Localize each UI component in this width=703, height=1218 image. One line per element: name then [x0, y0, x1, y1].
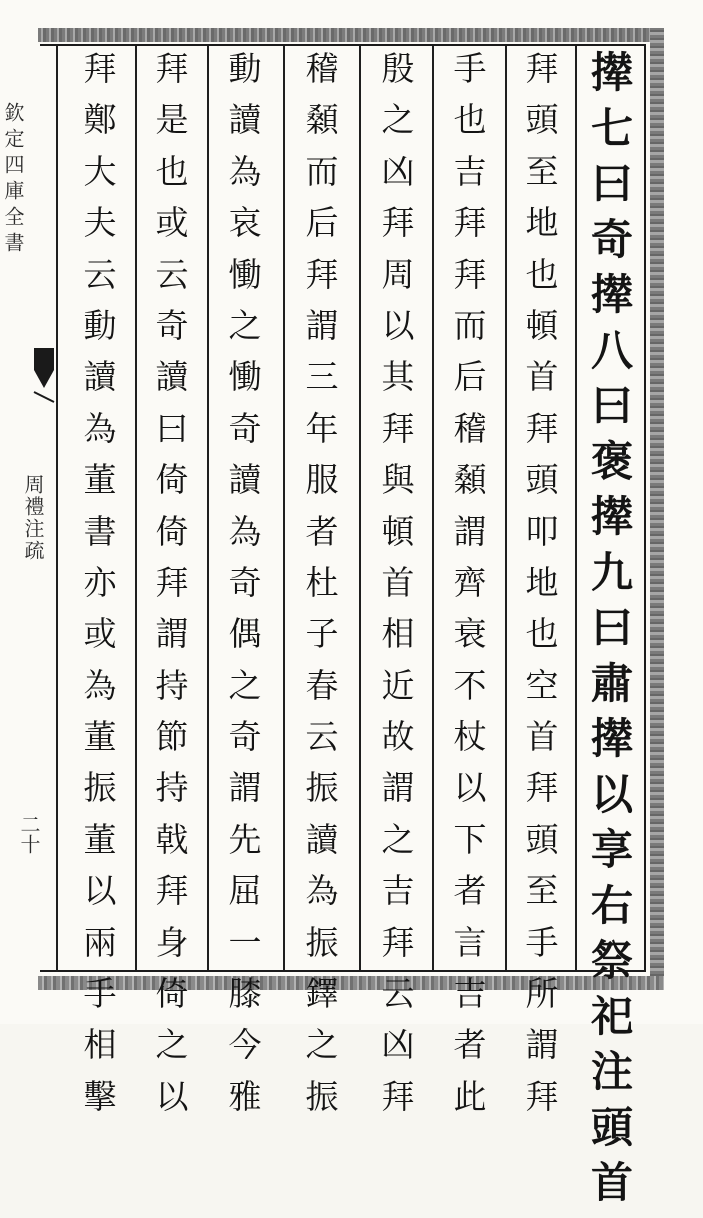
character: 拜	[381, 203, 415, 243]
character: 首	[525, 357, 559, 397]
character: 而	[305, 151, 339, 191]
character: 年	[305, 408, 339, 448]
character: 空	[525, 665, 559, 705]
character: 春	[305, 665, 339, 705]
character: 讀	[228, 460, 262, 500]
character: 奇	[155, 305, 189, 345]
character: 頓	[525, 305, 559, 345]
character: 頭	[525, 100, 559, 140]
scan-border-right	[650, 28, 664, 990]
character: 拜	[155, 49, 189, 88]
character: 顙	[453, 460, 487, 500]
character: 曰	[590, 159, 633, 208]
character: 膝	[228, 974, 262, 1014]
text-column-7	[152, 49, 192, 1131]
character: 頭	[525, 460, 559, 500]
character: 為	[83, 665, 117, 705]
character: 謂	[305, 305, 339, 345]
character: 謂	[155, 614, 189, 654]
character: 凶	[381, 151, 415, 191]
character: 至	[525, 871, 559, 911]
character: 也	[525, 254, 559, 294]
character: 者	[305, 511, 339, 551]
character: 夫	[83, 203, 117, 243]
character: 享	[590, 825, 633, 874]
character: 首	[381, 562, 415, 602]
character: 八	[590, 325, 633, 375]
character: 凶	[381, 1025, 415, 1065]
character: 云	[305, 717, 339, 757]
character: 讀	[228, 100, 262, 140]
character: 拜	[525, 408, 559, 448]
character: 之	[381, 100, 415, 140]
character: 手	[83, 974, 117, 1014]
text-column-2	[522, 49, 562, 1131]
column-rule	[432, 46, 434, 970]
character: 之	[381, 819, 415, 859]
character: 其	[381, 357, 415, 397]
character: 戟	[155, 819, 189, 859]
column-rule	[135, 46, 137, 970]
character: 讀	[155, 357, 189, 397]
character: 肅	[590, 658, 633, 708]
character: 振	[305, 922, 339, 962]
character: 頭	[525, 819, 559, 859]
character: 大	[83, 151, 117, 191]
character: 擊	[83, 1076, 117, 1116]
character: 讀	[83, 357, 117, 397]
character: 相	[83, 1025, 117, 1065]
character: 服	[305, 460, 339, 500]
character: 或	[83, 614, 117, 654]
character: 持	[155, 768, 189, 808]
character: 拜	[381, 1076, 415, 1116]
character: 也	[155, 151, 189, 191]
character: 拜	[453, 254, 487, 294]
character: 先	[228, 819, 262, 859]
character: 所	[525, 974, 559, 1014]
text-column-4	[378, 49, 418, 1131]
character: 首	[590, 1158, 633, 1207]
character: 下	[453, 819, 487, 859]
character: 不	[453, 665, 487, 705]
character: 叩	[525, 511, 559, 551]
character: 讀	[305, 819, 339, 859]
character: 之	[228, 305, 262, 345]
character: 拜	[381, 408, 415, 448]
character: 奇	[590, 214, 633, 264]
character: 近	[381, 665, 415, 705]
character: 注	[590, 1047, 633, 1096]
character: 拜	[155, 562, 189, 602]
character: 謂	[525, 1025, 559, 1065]
character: 拜	[381, 922, 415, 962]
character: 之	[228, 665, 262, 705]
margin-header-text: 欽定四庫全書	[1, 102, 25, 258]
character: 之	[155, 1025, 189, 1065]
character: 謂	[228, 768, 262, 808]
text-column-6	[225, 49, 265, 1131]
character: 言	[453, 922, 487, 962]
character: 齊	[453, 562, 487, 602]
character: 祭	[590, 936, 633, 985]
character: 云	[83, 254, 117, 294]
character: 手	[525, 922, 559, 962]
character: 吉	[381, 871, 415, 911]
character: 為	[228, 151, 262, 191]
character: 此	[453, 1076, 487, 1116]
character: 七	[590, 103, 633, 153]
character: 倚	[155, 511, 189, 551]
character: 奇	[228, 408, 262, 448]
character: 后	[453, 357, 487, 397]
character: 后	[305, 203, 339, 243]
character: 地	[525, 203, 559, 243]
column-rule	[575, 46, 577, 970]
character: 或	[155, 203, 189, 243]
character: 奇	[228, 562, 262, 602]
character: 云	[381, 974, 415, 1014]
character: 以	[453, 768, 487, 808]
character: 董	[83, 717, 117, 757]
character: 慟	[228, 357, 262, 397]
character: 頭	[590, 1102, 633, 1152]
text-column-1	[589, 48, 635, 1218]
character: 云	[155, 254, 189, 294]
character: 謂	[453, 511, 487, 551]
character: 以	[590, 769, 633, 819]
character: 動	[83, 305, 117, 345]
character: 稽	[453, 408, 487, 448]
character: 祀	[590, 991, 633, 1041]
text-column-5	[302, 49, 342, 1131]
scan-border-top	[38, 28, 664, 42]
character: 也	[525, 614, 559, 654]
character: 奇	[228, 717, 262, 757]
character: 地	[525, 562, 559, 602]
character: 者	[453, 1025, 487, 1065]
character: 拜	[453, 203, 487, 243]
character: 拜	[525, 1076, 559, 1116]
character: 身	[155, 922, 189, 962]
column-rule	[283, 46, 285, 970]
book-title: 周禮注疏	[21, 474, 45, 562]
character: 動	[228, 49, 262, 88]
character: 子	[305, 614, 339, 654]
character: 首	[525, 717, 559, 757]
character: 顙	[305, 100, 339, 140]
column-rule	[359, 46, 361, 970]
text-column-3	[450, 49, 490, 1131]
character: 杖	[453, 717, 487, 757]
character: 振	[83, 768, 117, 808]
character: 倚	[155, 974, 189, 1014]
character: 曰	[590, 381, 633, 430]
character: 雅	[228, 1076, 262, 1116]
character: 杜	[305, 562, 339, 602]
center-fold-margin	[0, 44, 58, 972]
character: 鄭	[83, 100, 117, 140]
character: 拜	[305, 254, 339, 294]
character: 書	[83, 511, 117, 551]
character: 是	[155, 100, 189, 140]
character: 為	[305, 871, 339, 911]
character: 拜	[525, 49, 559, 88]
character: 拜	[525, 768, 559, 808]
character: 九	[590, 547, 633, 597]
character: 拜	[83, 49, 117, 88]
character: 以	[83, 871, 117, 911]
fish-tail-mark-icon	[32, 344, 56, 404]
character: 者	[453, 871, 487, 911]
character: 手	[453, 49, 487, 88]
character: 頓	[381, 511, 415, 551]
character: 以	[381, 305, 415, 345]
character: 右	[590, 880, 633, 930]
character: 以	[155, 1076, 189, 1116]
character: 偶	[228, 614, 262, 654]
character: 撵	[590, 492, 633, 541]
character: 周	[381, 254, 415, 294]
character: 三	[305, 357, 339, 397]
character: 為	[228, 511, 262, 551]
character: 持	[155, 665, 189, 705]
character: 屈	[228, 871, 262, 911]
character: 亦	[83, 562, 117, 602]
character: 之	[305, 1025, 339, 1065]
character: 振	[305, 768, 339, 808]
character: 拜	[155, 871, 189, 911]
character: 撵	[590, 48, 633, 97]
character: 吉	[453, 974, 487, 1014]
character: 殷	[381, 49, 415, 88]
leaf-number: 二十	[17, 814, 41, 854]
character: 撵	[590, 714, 633, 763]
character: 而	[453, 305, 487, 345]
character: 哀	[228, 203, 262, 243]
character: 謂	[381, 768, 415, 808]
character: 鐸	[305, 974, 339, 1014]
character: 振	[305, 1076, 339, 1116]
character: 一	[228, 922, 262, 962]
column-rule	[207, 46, 209, 970]
character: 撵	[590, 270, 633, 319]
character: 曰	[155, 408, 189, 448]
character: 慟	[228, 254, 262, 294]
character: 相	[381, 614, 415, 654]
column-rule	[505, 46, 507, 970]
character: 今	[228, 1025, 262, 1065]
character: 衰	[453, 614, 487, 654]
text-column-8	[80, 49, 120, 1131]
character: 吉	[453, 151, 487, 191]
character: 曰	[590, 603, 633, 652]
character: 董	[83, 819, 117, 859]
character: 與	[381, 460, 415, 500]
scan-border-bottom	[38, 976, 664, 990]
character: 也	[453, 100, 487, 140]
character: 褒	[590, 436, 633, 486]
character: 稽	[305, 49, 339, 88]
character: 倚	[155, 460, 189, 500]
character: 節	[155, 717, 189, 757]
character: 兩	[83, 922, 117, 962]
character: 故	[381, 717, 415, 757]
character: 至	[525, 151, 559, 191]
character: 董	[83, 460, 117, 500]
character: 為	[83, 408, 117, 448]
